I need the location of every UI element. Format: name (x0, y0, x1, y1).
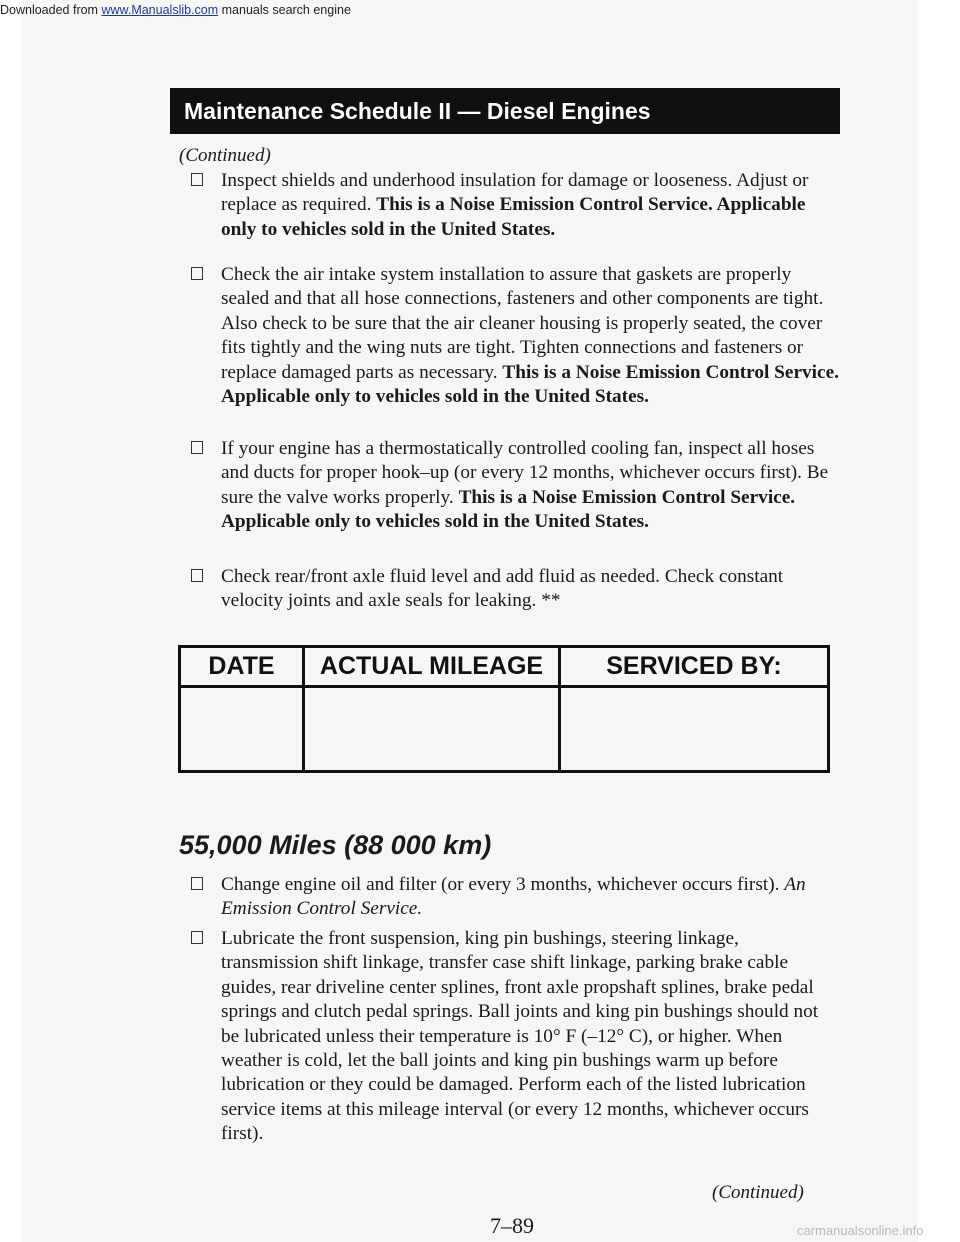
header-date: DATE (208, 652, 275, 680)
checkbox-icon[interactable] (191, 267, 203, 280)
section-banner: Maintenance Schedule II — Diesel Engines (170, 88, 840, 134)
checklist-item (221, 565, 841, 614)
item-text: Check the air intake system installation to assure that gaskets are properly sealed and that all hose connections, fasteners and other components are tight. Also check to be sure that the air cleaner housing is properly seated, the cover fits tightly and the wing nuts are tight. Tighten connections and fasteners or replace damaged parts as necessary. (221, 264, 824, 383)
page-number: 7–89 (490, 1213, 534, 1238)
watermark: carmanualsonline.info (797, 1223, 924, 1238)
continued-label-top: (Continued) (179, 145, 271, 166)
checkbox-icon[interactable] (191, 569, 203, 582)
checklist-item (221, 927, 841, 1147)
item-bold-note: This is a Noise Emission Control Service. Applicable only to vehicles sold in the United States. (221, 194, 806, 240)
checklist-item (221, 263, 841, 409)
item-bold-note: This is a Noise Emission Control Service. Applicable only to vehicles sold in the United States. (221, 361, 839, 408)
table-header-row (181, 648, 827, 688)
mileage-entry-cell[interactable] (305, 688, 558, 770)
manualslib-link[interactable]: www.Manualslib.com (101, 3, 219, 17)
header-serviced-by: SERVICED BY: (606, 652, 782, 680)
checkbox-icon[interactable] (191, 877, 203, 890)
checklist-item (221, 437, 841, 535)
item-bold-note: This is a Noise Emission Control Service. Applicable only to vehicles sold in the United States. (221, 486, 796, 533)
header-suffix: manuals search engine (218, 3, 351, 17)
header-prefix: Downloaded from (0, 3, 102, 17)
checkbox-icon[interactable] (191, 931, 203, 944)
service-record-table (178, 645, 830, 773)
checklist-item (221, 873, 841, 922)
header-actual-mileage: ACTUAL MILEAGE (319, 652, 544, 680)
item-text: Check rear/front axle fluid level and add fluid as needed. Check constant velocity joints and axle seals for leaking. ** (221, 566, 784, 612)
continued-label-bottom: (Continued) (712, 1182, 804, 1203)
manual-page (22, 0, 918, 1242)
checkbox-icon[interactable] (191, 441, 203, 454)
mileage-section-heading: 55,000 Miles (88 000 km) (179, 830, 492, 860)
serviced-by-entry-cell[interactable] (561, 688, 827, 770)
item-text: Lubricate the front suspension, king pin bushings, steering linkage, transmission shift linkage, transfer case shift linkage, parking brake cable guides, rear driveline center splines, front axle propshaft splines, brake pedal springs and clutch pedal springs. Ball joints and king pin bushings should not be lubricated unless their temperature is 10° F (–12° C), or higher. When weather is cold, let the ball joints and king pin bushings warm up before lubrication or they could be damaged. Perform each of the listed lubrication service items at this mileage interval (or every 12 months, whichever occurs first). (221, 928, 819, 1145)
item-text: If your engine has a thermostatically controlled cooling fan, inspect all hoses and ducts for proper hook–up (or every 12 months, whichever occurs first). Be sure the valve works properly. (221, 438, 829, 508)
item-text: Change engine oil and filter (or every 3 months, whichever occurs first). (221, 874, 785, 895)
item-italic-note: An Emission Control Service. (221, 874, 806, 920)
date-entry-cell[interactable] (181, 688, 302, 770)
checklist-item (221, 169, 841, 242)
checkbox-icon[interactable] (191, 173, 203, 186)
download-header (0, 3, 600, 17)
item-text: Inspect shields and underhood insulation for damage or looseness. Adjust or replace as required. (221, 170, 809, 216)
